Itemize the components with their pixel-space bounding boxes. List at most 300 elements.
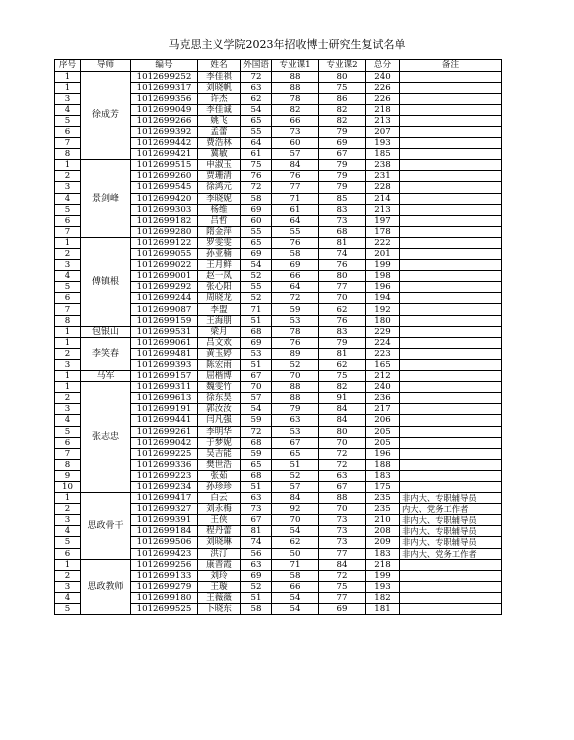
foreign-language-cell: 67 xyxy=(241,371,272,382)
name-cell: 徐鸿元 xyxy=(198,182,241,193)
total-cell: 199 xyxy=(366,570,400,581)
name-cell: 李盟 xyxy=(198,304,241,315)
seq-cell: 2 xyxy=(55,393,81,404)
remark-cell xyxy=(400,559,502,570)
subject1-cell: 66 xyxy=(272,271,319,282)
seq-cell: 4 xyxy=(55,271,81,282)
name-cell: 杨维 xyxy=(198,204,241,215)
document-title: 马克思主义学院2023年招收博士研究生复试名单 xyxy=(168,38,406,51)
table-row xyxy=(55,382,502,393)
subject1-cell: 77 xyxy=(272,182,319,193)
remark-cell xyxy=(400,193,502,204)
foreign-language-cell: 53 xyxy=(241,348,272,359)
seq-cell: 6 xyxy=(55,548,81,559)
subject1-cell: 88 xyxy=(272,393,319,404)
remark-cell xyxy=(400,415,502,426)
foreign-language-cell: 68 xyxy=(241,437,272,448)
subject2-cell: 82 xyxy=(319,382,366,393)
name-cell: 陈宏雨 xyxy=(198,359,241,370)
subject2-cell: 76 xyxy=(319,260,366,271)
foreign-language-cell: 59 xyxy=(241,415,272,426)
foreign-language-cell: 70 xyxy=(241,382,272,393)
remark-cell xyxy=(400,215,502,226)
remark-cell: 内大、党务工作者 xyxy=(400,504,502,515)
id-cell: 1012699260 xyxy=(131,171,198,182)
remark-cell xyxy=(400,237,502,248)
foreign-language-cell: 62 xyxy=(241,93,272,104)
remark-cell xyxy=(400,404,502,415)
seq-cell: 5 xyxy=(55,537,81,548)
seq-cell: 5 xyxy=(55,115,81,126)
subject2-cell: 86 xyxy=(319,93,366,104)
remark-cell xyxy=(400,271,502,282)
foreign-language-cell: 72 xyxy=(241,426,272,437)
seq-cell: 7 xyxy=(55,448,81,459)
remark-cell xyxy=(400,126,502,137)
advisor-cell: 张志忠 xyxy=(81,382,131,493)
seq-cell: 4 xyxy=(55,415,81,426)
total-cell: 240 xyxy=(366,382,400,393)
seq-cell: 3 xyxy=(55,260,81,271)
subject1-cell: 52 xyxy=(272,470,319,481)
advisor-cell: 傅镇根 xyxy=(81,237,131,326)
subject1-cell: 72 xyxy=(272,293,319,304)
id-cell: 1012699055 xyxy=(131,249,198,260)
total-cell: 178 xyxy=(366,226,400,237)
advisor-cell: 包银山 xyxy=(81,326,131,337)
foreign-language-cell: 63 xyxy=(241,82,272,93)
seq-cell: 3 xyxy=(55,182,81,193)
name-cell: 樊世浩 xyxy=(198,459,241,470)
seq-cell: 1 xyxy=(55,71,81,82)
subject1-cell: 62 xyxy=(272,537,319,548)
remark-cell xyxy=(400,437,502,448)
subject1-cell: 89 xyxy=(272,348,319,359)
id-cell: 1012699182 xyxy=(131,215,198,226)
foreign-language-cell: 69 xyxy=(241,249,272,260)
advisor-cell: 李笑春 xyxy=(81,337,131,370)
seq-cell: 7 xyxy=(55,304,81,315)
name-cell: 姚飞 xyxy=(198,115,241,126)
total-cell: 226 xyxy=(366,82,400,93)
remark-cell xyxy=(400,160,502,171)
subject1-cell: 78 xyxy=(272,93,319,104)
name-cell: 洪汀 xyxy=(198,548,241,559)
remark-cell xyxy=(400,282,502,293)
name-cell: 王侠 xyxy=(198,515,241,526)
name-cell: 贾珊清 xyxy=(198,171,241,182)
foreign-language-cell: 52 xyxy=(241,581,272,592)
id-cell: 1012699393 xyxy=(131,359,198,370)
subject2-cell: 62 xyxy=(319,359,366,370)
subject2-cell: 84 xyxy=(319,404,366,415)
foreign-language-cell: 74 xyxy=(241,537,272,548)
subject1-cell: 54 xyxy=(272,592,319,603)
foreign-language-cell: 72 xyxy=(241,71,272,82)
total-cell: 175 xyxy=(366,481,400,492)
name-cell: 白云 xyxy=(198,493,241,504)
name-cell: 程丹蕾 xyxy=(198,526,241,537)
remark-cell xyxy=(400,304,502,315)
id-cell: 1012699159 xyxy=(131,315,198,326)
id-cell: 1012699392 xyxy=(131,126,198,137)
remark-cell xyxy=(400,249,502,260)
id-cell: 1012699417 xyxy=(131,493,198,504)
seq-cell: 4 xyxy=(55,104,81,115)
total-cell: 226 xyxy=(366,93,400,104)
name-cell: 康晋霞 xyxy=(198,559,241,570)
subject1-cell: 66 xyxy=(272,581,319,592)
seq-cell: 2 xyxy=(55,570,81,581)
id-cell: 1012699531 xyxy=(131,326,198,337)
subject2-cell: 82 xyxy=(319,104,366,115)
foreign-language-cell: 51 xyxy=(241,315,272,326)
id-cell: 1012699061 xyxy=(131,337,198,348)
header-row xyxy=(55,60,502,72)
subject2-cell: 91 xyxy=(319,393,366,404)
subject1-cell: 84 xyxy=(272,493,319,504)
id-cell: 1012699421 xyxy=(131,149,198,160)
id-cell: 1012699049 xyxy=(131,104,198,115)
remark-cell: 非内大、专职辅导员 xyxy=(400,537,502,548)
subject2-cell: 70 xyxy=(319,293,366,304)
total-cell: 207 xyxy=(366,126,400,137)
seq-cell: 4 xyxy=(55,592,81,603)
total-cell: 208 xyxy=(366,526,400,537)
total-cell: 235 xyxy=(366,504,400,515)
id-cell: 1012699613 xyxy=(131,393,198,404)
remark-cell xyxy=(400,204,502,215)
subject2-cell: 69 xyxy=(319,138,366,149)
foreign-language-cell: 51 xyxy=(241,592,272,603)
foreign-language-cell: 73 xyxy=(241,504,272,515)
seq-cell: 1 xyxy=(55,82,81,93)
foreign-language-cell: 63 xyxy=(241,559,272,570)
remark-cell: 非内大、专职辅导员 xyxy=(400,515,502,526)
remark-cell xyxy=(400,293,502,304)
name-cell: 魏雯竹 xyxy=(198,382,241,393)
subject2-cell: 73 xyxy=(319,526,366,537)
seq-cell: 1 xyxy=(55,160,81,171)
foreign-language-cell: 69 xyxy=(241,204,272,215)
foreign-language-cell: 54 xyxy=(241,260,272,271)
advisor-cell: 徐成芳 xyxy=(81,71,131,160)
subject1-cell: 84 xyxy=(272,160,319,171)
subject2-cell: 70 xyxy=(319,437,366,448)
total-cell: 201 xyxy=(366,249,400,260)
subject1-cell: 76 xyxy=(272,171,319,182)
subject2-cell: 82 xyxy=(319,115,366,126)
subject2-cell: 67 xyxy=(319,481,366,492)
subject2-cell: 62 xyxy=(319,304,366,315)
table-row xyxy=(55,237,502,248)
name-cell: 张心阳 xyxy=(198,282,241,293)
seq-cell: 6 xyxy=(55,215,81,226)
seq-cell: 9 xyxy=(55,470,81,481)
foreign-language-cell: 54 xyxy=(241,404,272,415)
id-cell: 1012699223 xyxy=(131,470,198,481)
id-cell: 1012699481 xyxy=(131,348,198,359)
foreign-language-cell: 56 xyxy=(241,548,272,559)
total-cell: 205 xyxy=(366,437,400,448)
total-cell: 188 xyxy=(366,459,400,470)
subject1-cell: 82 xyxy=(272,104,319,115)
seq-cell: 4 xyxy=(55,526,81,537)
remark-cell xyxy=(400,393,502,404)
subject1-cell: 63 xyxy=(272,415,319,426)
total-cell: 229 xyxy=(366,326,400,337)
remark-cell xyxy=(400,359,502,370)
name-cell: 张茹 xyxy=(198,470,241,481)
name-cell: 许杰 xyxy=(198,93,241,104)
total-cell: 193 xyxy=(366,581,400,592)
subject1-cell: 50 xyxy=(272,548,319,559)
subject1-cell: 57 xyxy=(272,481,319,492)
seq-cell: 3 xyxy=(55,515,81,526)
name-cell: 孙珍珍 xyxy=(198,481,241,492)
total-cell: 213 xyxy=(366,115,400,126)
id-cell: 1012699545 xyxy=(131,182,198,193)
advisor-cell: 思政教师 xyxy=(81,559,131,614)
subject2-cell: 79 xyxy=(319,182,366,193)
id-cell: 1012699180 xyxy=(131,592,198,603)
subject1-cell: 64 xyxy=(272,282,319,293)
foreign-language-cell: 61 xyxy=(241,149,272,160)
total-cell: 181 xyxy=(366,604,400,615)
subject1-cell: 61 xyxy=(272,204,319,215)
subject2-cell: 77 xyxy=(319,592,366,603)
foreign-language-cell: 51 xyxy=(241,359,272,370)
subject1-cell: 58 xyxy=(272,249,319,260)
candidate-table xyxy=(54,59,502,615)
name-cell: 刘永梅 xyxy=(198,504,241,515)
remark-cell xyxy=(400,138,502,149)
name-cell: 闫凡强 xyxy=(198,415,241,426)
id-cell: 1012699506 xyxy=(131,537,198,548)
subject2-cell: 80 xyxy=(319,71,366,82)
remark-cell xyxy=(400,459,502,470)
foreign-language-cell: 52 xyxy=(241,293,272,304)
subject2-cell: 76 xyxy=(319,315,366,326)
total-cell: 240 xyxy=(366,71,400,82)
total-cell: 206 xyxy=(366,415,400,426)
subject2-cell: 75 xyxy=(319,371,366,382)
name-cell: 卜晓东 xyxy=(198,604,241,615)
remark-cell xyxy=(400,71,502,82)
total-cell: 223 xyxy=(366,348,400,359)
name-cell: 费浩林 xyxy=(198,138,241,149)
remark-cell xyxy=(400,592,502,603)
header-cell: 外国语 xyxy=(241,60,272,72)
subject1-cell: 88 xyxy=(272,71,319,82)
foreign-language-cell: 68 xyxy=(241,326,272,337)
id-cell: 1012699525 xyxy=(131,604,198,615)
total-cell: 218 xyxy=(366,104,400,115)
foreign-language-cell: 69 xyxy=(241,337,272,348)
name-cell: 王月鲜 xyxy=(198,260,241,271)
id-cell: 1012699442 xyxy=(131,138,198,149)
remark-cell xyxy=(400,604,502,615)
id-cell: 1012699311 xyxy=(131,382,198,393)
table-row xyxy=(55,337,502,348)
id-cell: 1012699252 xyxy=(131,71,198,82)
table-row xyxy=(55,326,502,337)
subject1-cell: 88 xyxy=(272,382,319,393)
total-cell: 165 xyxy=(366,359,400,370)
name-cell: 王璇 xyxy=(198,581,241,592)
subject1-cell: 53 xyxy=(272,315,319,326)
remark-cell xyxy=(400,82,502,93)
seq-cell: 5 xyxy=(55,604,81,615)
header-cell: 导师 xyxy=(81,60,131,72)
header-cell: 专业课1 xyxy=(272,60,319,72)
subject1-cell: 76 xyxy=(272,237,319,248)
advisor-cell: 景剑峰 xyxy=(81,160,131,238)
id-cell: 1012699261 xyxy=(131,426,198,437)
total-cell: 210 xyxy=(366,515,400,526)
subject1-cell: 71 xyxy=(272,193,319,204)
advisor-cell: 思政骨干 xyxy=(81,493,131,560)
id-cell: 1012699022 xyxy=(131,260,198,271)
name-cell: 隋金萍 xyxy=(198,226,241,237)
foreign-language-cell: 81 xyxy=(241,526,272,537)
remark-cell xyxy=(400,426,502,437)
id-cell: 1012699244 xyxy=(131,293,198,304)
total-cell: 205 xyxy=(366,426,400,437)
subject1-cell: 70 xyxy=(272,371,319,382)
foreign-language-cell: 72 xyxy=(241,182,272,193)
remark-cell xyxy=(400,371,502,382)
foreign-language-cell: 63 xyxy=(241,493,272,504)
subject2-cell: 84 xyxy=(319,559,366,570)
id-cell: 1012699279 xyxy=(131,581,198,592)
subject2-cell: 67 xyxy=(319,149,366,160)
total-cell: 213 xyxy=(366,204,400,215)
total-cell: 183 xyxy=(366,548,400,559)
subject2-cell: 73 xyxy=(319,515,366,526)
name-cell: 吕哲 xyxy=(198,215,241,226)
subject2-cell: 73 xyxy=(319,215,366,226)
name-cell: 周晓龙 xyxy=(198,293,241,304)
name-cell: 吕文欢 xyxy=(198,337,241,348)
name-cell: 吴吉能 xyxy=(198,448,241,459)
seq-cell: 7 xyxy=(55,138,81,149)
id-cell: 1012699225 xyxy=(131,448,198,459)
remark-cell: 非内大、专职辅导员 xyxy=(400,526,502,537)
id-cell: 1012699122 xyxy=(131,237,198,248)
name-cell: 李晓妮 xyxy=(198,193,241,204)
id-cell: 1012699327 xyxy=(131,504,198,515)
name-cell: 孟蕾 xyxy=(198,126,241,137)
subject2-cell: 77 xyxy=(319,282,366,293)
remark-cell xyxy=(400,348,502,359)
seq-cell: 1 xyxy=(55,337,81,348)
seq-cell: 8 xyxy=(55,149,81,160)
subject2-cell: 75 xyxy=(319,581,366,592)
total-cell: 217 xyxy=(366,404,400,415)
foreign-language-cell: 76 xyxy=(241,171,272,182)
total-cell: 194 xyxy=(366,293,400,304)
subject2-cell: 69 xyxy=(319,604,366,615)
foreign-language-cell: 51 xyxy=(241,481,272,492)
id-cell: 1012699191 xyxy=(131,404,198,415)
header-cell: 专业课2 xyxy=(319,60,366,72)
total-cell: 196 xyxy=(366,282,400,293)
subject2-cell: 72 xyxy=(319,448,366,459)
advisor-cell: 马军 xyxy=(81,371,131,382)
remark-cell xyxy=(400,470,502,481)
remark-cell xyxy=(400,326,502,337)
remark-cell xyxy=(400,93,502,104)
subject1-cell: 73 xyxy=(272,126,319,137)
seq-cell: 2 xyxy=(55,249,81,260)
total-cell: 180 xyxy=(366,315,400,326)
subject2-cell: 72 xyxy=(319,570,366,581)
subject1-cell: 53 xyxy=(272,426,319,437)
remark-cell xyxy=(400,448,502,459)
id-cell: 1012699280 xyxy=(131,226,198,237)
name-cell: 李佳祺 xyxy=(198,71,241,82)
id-cell: 1012699420 xyxy=(131,193,198,204)
subject2-cell: 84 xyxy=(319,415,366,426)
total-cell: 183 xyxy=(366,470,400,481)
total-cell: 212 xyxy=(366,371,400,382)
remark-cell xyxy=(400,171,502,182)
remark-cell xyxy=(400,337,502,348)
total-cell: 197 xyxy=(366,215,400,226)
id-cell: 1012699184 xyxy=(131,526,198,537)
total-cell: 185 xyxy=(366,149,400,160)
seq-cell: 6 xyxy=(55,126,81,137)
seq-cell: 6 xyxy=(55,437,81,448)
total-cell: 209 xyxy=(366,537,400,548)
total-cell: 214 xyxy=(366,193,400,204)
header-cell: 编号 xyxy=(131,60,198,72)
name-cell: 刘晓帆 xyxy=(198,82,241,93)
table-row xyxy=(55,160,502,171)
name-cell: 赵一凤 xyxy=(198,271,241,282)
subject1-cell: 64 xyxy=(272,215,319,226)
foreign-language-cell: 64 xyxy=(241,138,272,149)
subject1-cell: 88 xyxy=(272,82,319,93)
remark-cell xyxy=(400,104,502,115)
seq-cell: 7 xyxy=(55,226,81,237)
name-cell: 李明华 xyxy=(198,426,241,437)
seq-cell: 5 xyxy=(55,426,81,437)
foreign-language-cell: 55 xyxy=(241,226,272,237)
remark-cell xyxy=(400,115,502,126)
id-cell: 1012699042 xyxy=(131,437,198,448)
name-cell: 刘玲 xyxy=(198,570,241,581)
subject2-cell: 73 xyxy=(319,537,366,548)
table-row xyxy=(55,371,502,382)
name-cell: 郭汝汝 xyxy=(198,404,241,415)
seq-cell: 1 xyxy=(55,237,81,248)
seq-cell: 3 xyxy=(55,93,81,104)
subject1-cell: 79 xyxy=(272,404,319,415)
subject2-cell: 75 xyxy=(319,82,366,93)
seq-cell: 5 xyxy=(55,204,81,215)
remark-cell xyxy=(400,315,502,326)
id-cell: 1012699266 xyxy=(131,115,198,126)
foreign-language-cell: 65 xyxy=(241,115,272,126)
header-cell: 总分 xyxy=(366,60,400,72)
remark-cell xyxy=(400,182,502,193)
id-cell: 1012699515 xyxy=(131,160,198,171)
subject1-cell: 51 xyxy=(272,459,319,470)
seq-cell: 1 xyxy=(55,382,81,393)
table-body xyxy=(55,71,502,615)
